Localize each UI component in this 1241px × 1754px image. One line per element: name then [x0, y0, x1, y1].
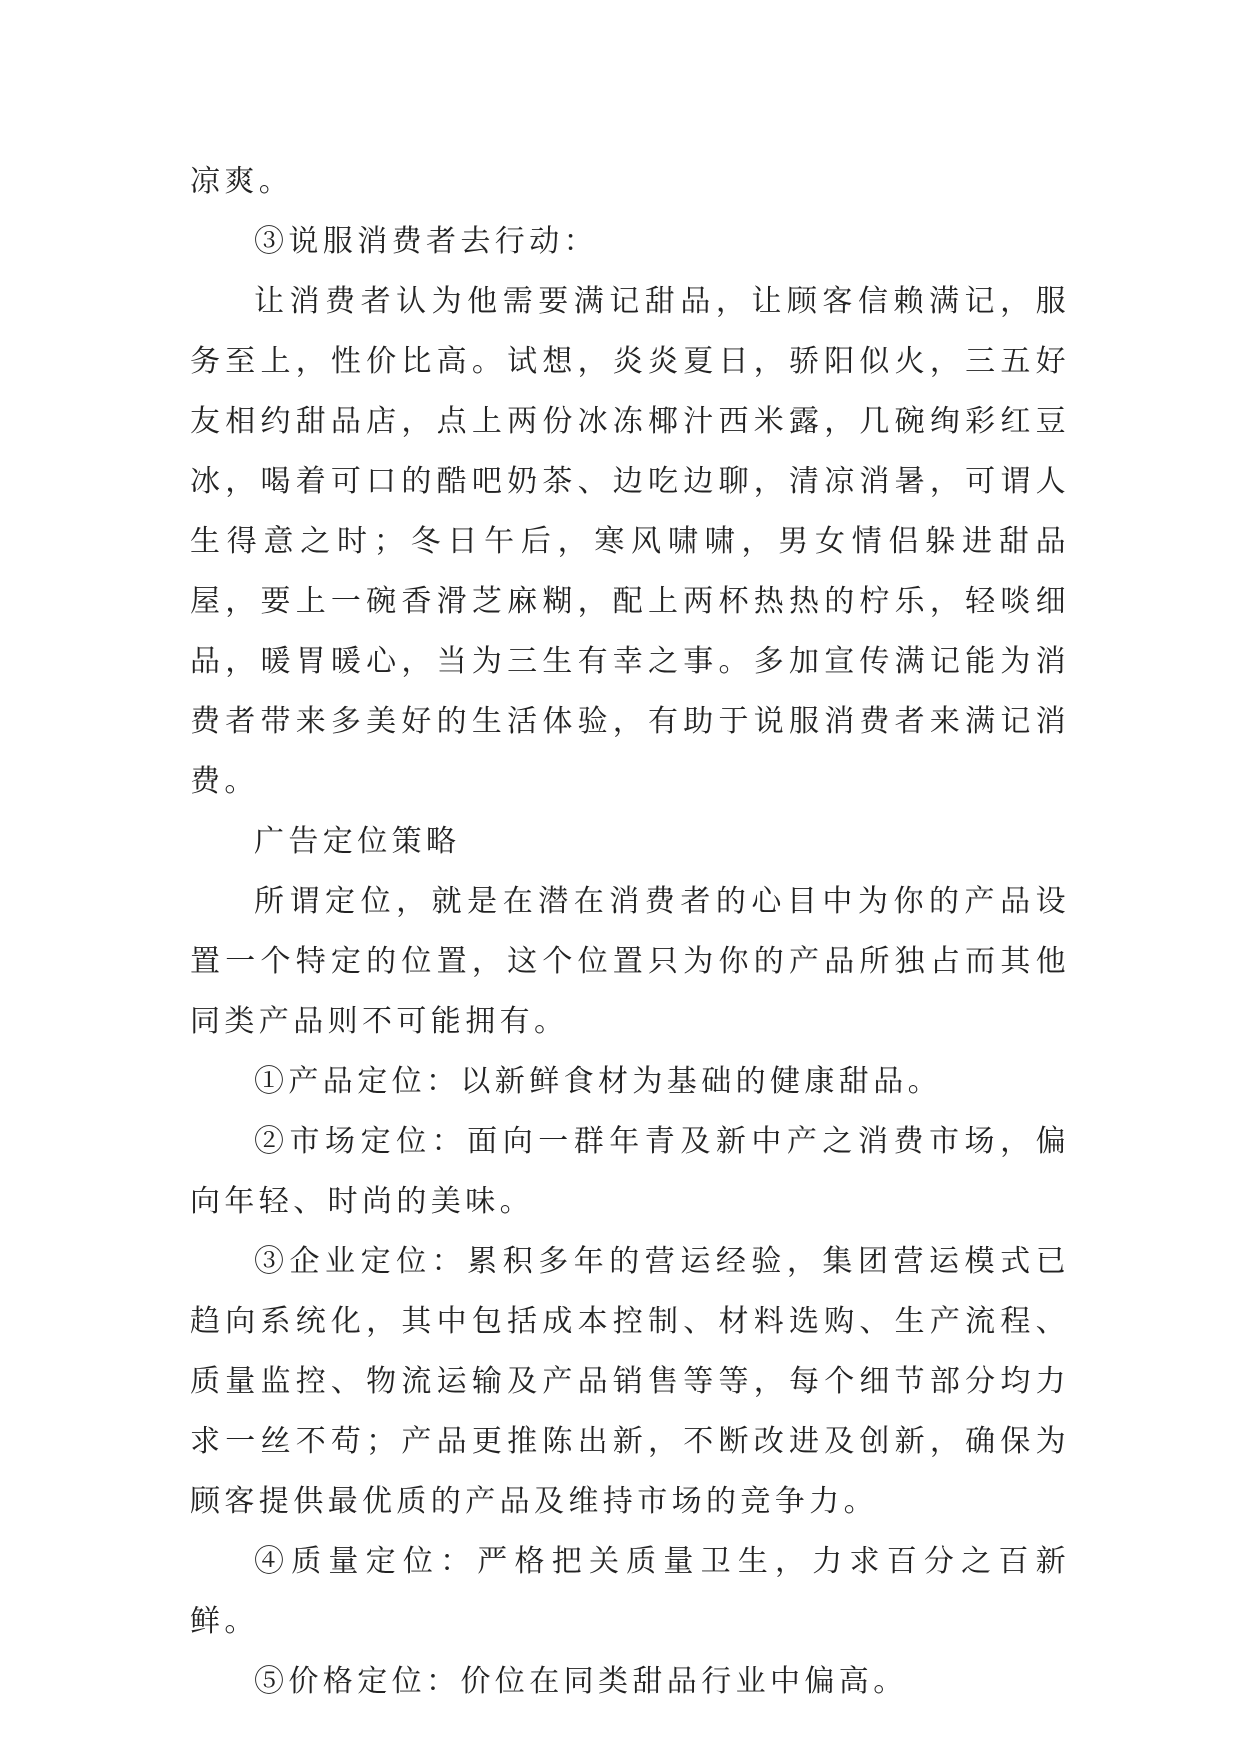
paragraph-company-positioning: ③企业定位：累积多年的营运经验，集团营运模式已趋向系统化，其中包括成本控制、材料选购、生产流程、质量监控、物流运输及产品销售等等，每个细节部分均力求一丝不苟；产品更推陈出新，不断改进及创新，确保为顾客提供最优质的产品及维持市场的竞争力。: [190, 1244, 1070, 1519]
section-heading-ad-positioning: 广告定位策略: [254, 824, 461, 859]
paragraph-continuation: 凉爽。: [190, 164, 294, 199]
paragraph-persuade-body: 让消费者认为他需要满记甜品，让顾客信赖满记，服务至上，性价比高。试想，炎炎夏日，骄阳似火，三五好友相约甜品店，点上两份冰冻椰汁西米露，几碗绚彩红豆冰，喝着可口的酷吧奶茶、边吃边聊，清凉消暑，可谓人生得意之时；冬日午后，寒风啸啸，男女情侣躲进甜品屋，要上一碗香滑芝麻糊，配上两杯热热的柠乐，轻啖细品，暖胃暖心，当为三生有幸之事。多加宣传满记能为消费者带来多美好的生活体验，有助于说服消费者来满记消费。: [190, 284, 1070, 799]
paragraph-product-positioning: ①产品定位：以新鲜食材为基础的健康甜品。: [254, 1064, 942, 1099]
paragraph-price-positioning: ⑤价格定位：价位在同类甜品行业中偏高。: [254, 1664, 908, 1699]
paragraph-market-positioning: ②市场定位：面向一群年青及新中产之消费市场，偏向年轻、时尚的美味。: [190, 1124, 1070, 1219]
paragraph-positioning-definition: 所谓定位，就是在潜在消费者的心目中为你的产品设置一个特定的位置，这个位置只为你的产品所独占而其他同类产品则不可能拥有。: [190, 884, 1070, 1039]
document-body: [190, 152, 1070, 1712]
paragraph-quality-positioning: ④质量定位：严格把关质量卫生，力求百分之百新鲜。: [190, 1544, 1070, 1639]
paragraph-persuade-heading: ③说服消费者去行动：: [254, 224, 598, 259]
